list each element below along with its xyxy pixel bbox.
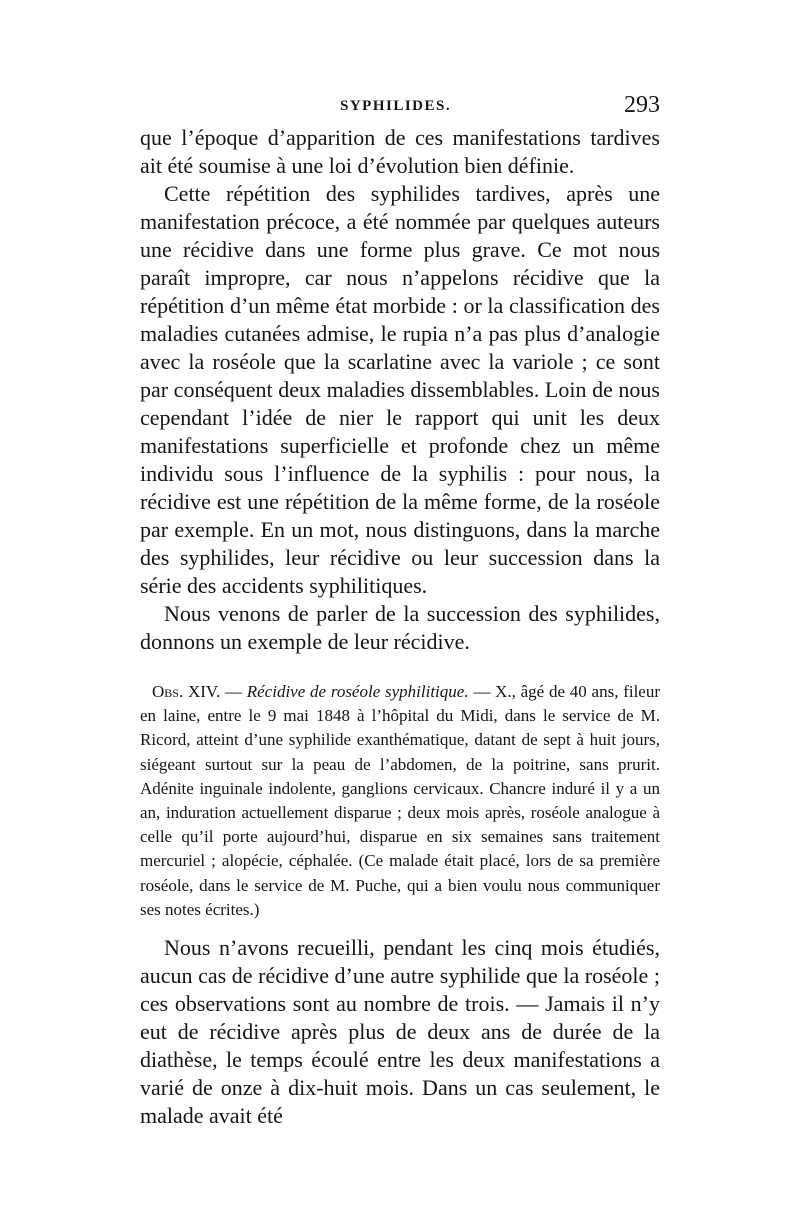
observation-heading: Récidive de roséole syphilitique. <box>246 682 469 701</box>
observation-label: Obs. XIV. — <box>152 682 242 701</box>
paragraph-1: que l’époque d’apparition de ces manifestations tardives ait été soumise à une loi d’évolution bien définie. <box>140 125 660 178</box>
observation-body: — X., âgé de 40 ans, fileur en laine, entre le 9 mai 1848 à l’hôpital du Midi, dans le service de M. Ricord, atteint d’une syphilide exanthématique, datant de sept à huit jours, siégeant surtout sur la peau de l’abdomen, de la poitrine, sans prurit. Adénite inguinale indolente, ganglions cervicaux. Chancre induré il y a un an, induration actuellement disparue ; deux mois après, roséole analogue à celle qu’il porte aujourd’hui, disparue en six semaines sans traitement mercuriel ; alopécie, céphalée. (Ce malade était placé, lors de sa première roséole, dans le service de M. Puche, qui a bien voulu nous communiquer ses notes écrites.) <box>140 682 661 919</box>
observation-paragraph <box>140 680 660 922</box>
paragraph-5: Nous n’avons recueilli, pendant les cinq mois étudiés, aucun cas de récidive d’une autre syphilide que la roséole ; ces observations sont au nombre de trois. — Jamais il n’y eut de récidive après plus de deux ans de durée de la diathèse, le temps écoulé entre les deux manifestations a varié de onze à dix-huit mois. Dans un cas seulement, le malade avait été <box>140 935 660 1129</box>
running-head: SYPHILIDES. <box>340 98 452 114</box>
paragraph-2: Cette répétition des syphilides tardives, après une manifestation précoce, a été nommée par quelques auteurs une récidive dans une forme plus grave. Ce mot nous paraît impropre, car nous n’appelons récidive que la répétition d’un même état morbide : or la classification des maladies cutanées admise, le rupia n’a pas plus d’analogie avec la roséole que la scarlatine avec la variole ; ce sont par conséquent deux maladies dissemblables. Loin de nous cependant l’idée de nier le rapport qui unit les deux manifestations superficielle et profonde chez un même individu sous l’influence de la syphilis : pour nous, la récidive est une répétition de la même forme, de la roséole par exemple. En un mot, nous distinguons, dans la marche des syphilides, leur récidive ou leur succession dans la série des accidents syphilitiques. <box>140 181 660 598</box>
paragraph-3: Nous venons de parler de la succession des syphilides, donnons un exemple de leur récidive. <box>140 601 660 654</box>
page-number: 293 <box>624 92 660 118</box>
body-text <box>140 124 660 1130</box>
